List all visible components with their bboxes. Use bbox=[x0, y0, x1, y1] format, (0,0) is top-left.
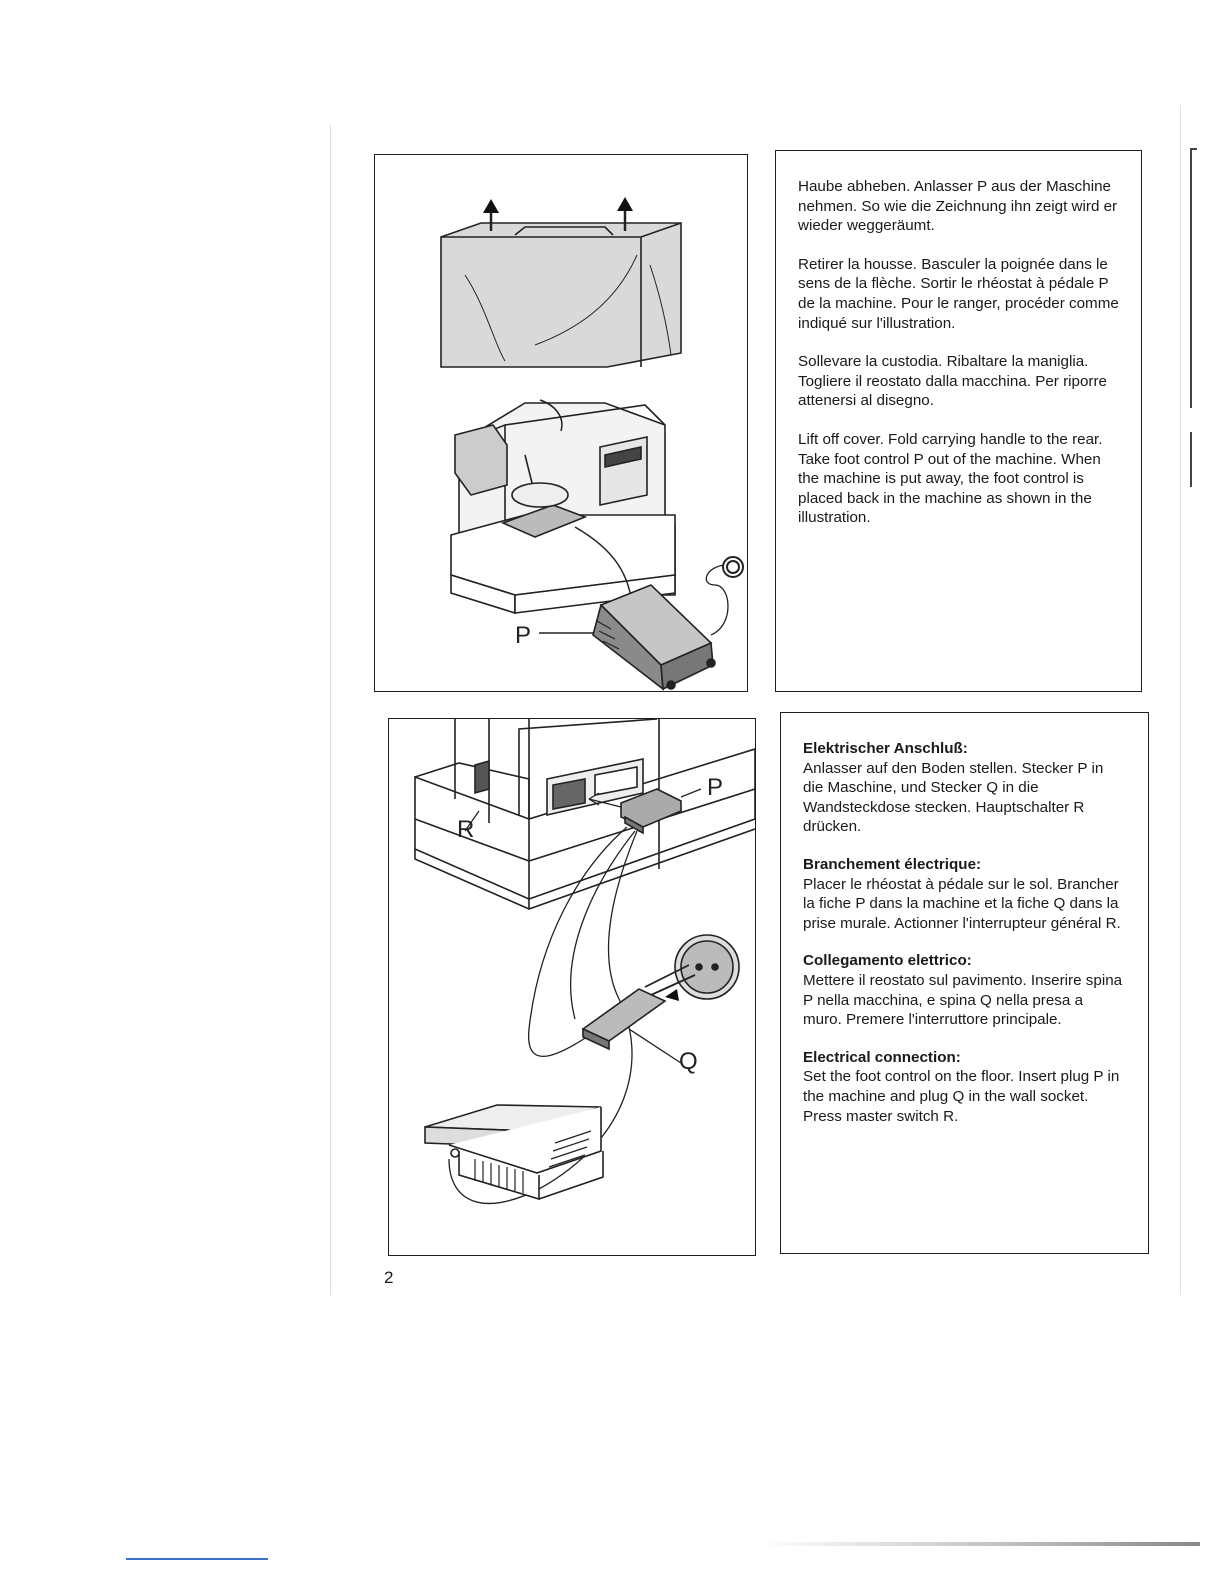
body-it: Mettere il reostato sul pavimento. Inserire spina P nella macchina, e spina Q nella presa a muro. Premere l'interruttore principale. bbox=[803, 971, 1123, 1029]
label-p-top: P bbox=[515, 622, 532, 649]
paragraph-de: Haube abheben. Anlasser P aus der Maschine nehmen. So wie die Zeichnung ihn zeigt wird er wieder weggeräumt. bbox=[798, 178, 1118, 235]
paragraph-en: Lift off cover. Fold carrying handle to the rear. Take foot control P out of the machine. When the machine is put away, the foot control is placed back in the machine as shown in the illustration. bbox=[798, 430, 1103, 527]
scan-right-bracket bbox=[1190, 148, 1192, 408]
foot-pedal-bottom bbox=[425, 1105, 603, 1199]
machine-side bbox=[415, 719, 755, 909]
page-number: 2 bbox=[384, 1268, 394, 1287]
body-fr: Placer le rhéostat à pédale sur le sol. Brancher la fiche P dans la machine et la fiche Q dans la prise murale. Actionner l'interrupteur général R. bbox=[803, 875, 1121, 932]
section-fr bbox=[803, 855, 1126, 933]
section-en bbox=[803, 1048, 1126, 1126]
scan-left-margin bbox=[330, 125, 331, 1295]
top-text-panel bbox=[775, 150, 1142, 692]
scan-right-edge bbox=[1180, 105, 1181, 1295]
label-r: R bbox=[457, 816, 475, 843]
scan-right-bracket-top bbox=[1190, 148, 1197, 150]
scan-bottom-right-line bbox=[760, 1542, 1200, 1546]
scan-right-bracket-2 bbox=[1190, 432, 1192, 487]
bottom-text-panel bbox=[780, 712, 1149, 1254]
top-figure-panel bbox=[374, 154, 748, 692]
body-de: Anlasser auf den Boden stellen. Stecker P in die Maschine, und Stecker Q in die Wandsteckdose stecken. Hauptschalter R drücken. bbox=[803, 759, 1104, 836]
heading-en: Electrical connection: bbox=[803, 1048, 961, 1066]
heading-it: Collegamento elettrico: bbox=[803, 952, 972, 970]
paragraph-fr: Retirer la housse. Basculer la poignée dans le sens de la flèche. Sortir le rhéostat à pédale P de la machine. Pour le ranger, procéder comme indiqué sur l'illustration. bbox=[798, 255, 1119, 332]
label-q: Q bbox=[679, 1048, 698, 1075]
heading-de: Elektrischer Anschluß: bbox=[803, 740, 968, 757]
cover-and-foot-control-illustration bbox=[375, 155, 747, 691]
section-it bbox=[803, 951, 1126, 1029]
paragraph-it: Sollevare la custodia. Ribaltare la maniglia. Togliere il reostato dalla macchina. Per riporre attenersi al disegno. bbox=[798, 353, 1107, 410]
section-de bbox=[803, 739, 1126, 837]
electrical-connection-illustration bbox=[389, 719, 755, 1255]
machine-cover bbox=[441, 223, 681, 367]
label-p-bottom: P bbox=[707, 774, 724, 801]
body-en: Set the foot control on the floor. Insert plug P in the machine and plug Q in the wall socket. Press master switch R. bbox=[803, 1068, 1120, 1125]
bottom-figure-panel bbox=[388, 718, 756, 1256]
scan-bottom-left-line bbox=[126, 1558, 268, 1560]
foot-pedal bbox=[593, 585, 715, 689]
heading-fr: Branchement électrique: bbox=[803, 855, 982, 873]
